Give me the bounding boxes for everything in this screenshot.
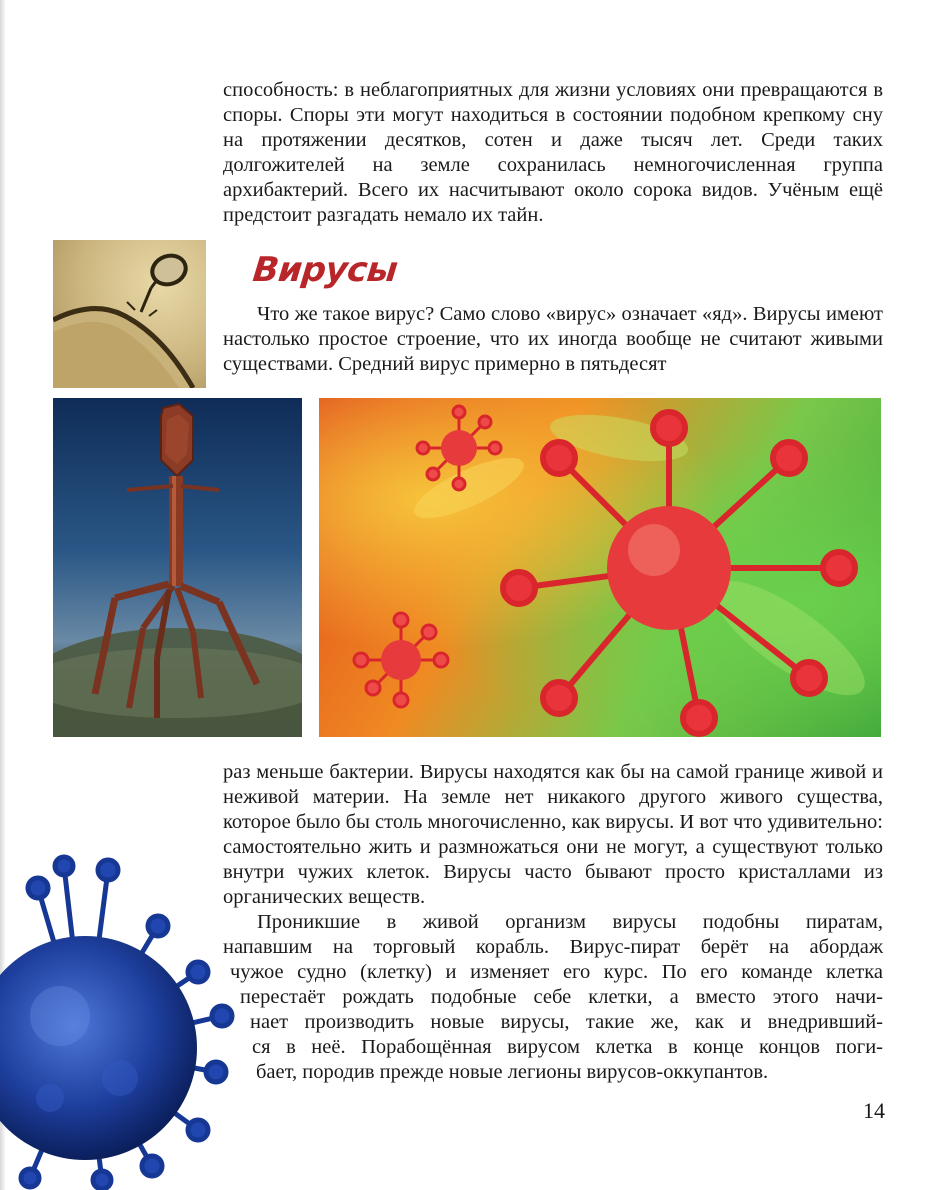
paragraph-3: раз меньше бактерии. Вирусы находятся как бы на самой границе живой и неживой материи. На земле нет никакого другого живого существа, которое было бы столь многочисленно, как вирусы. И вот что удивительно: самостоятельно жить и размножаться они не могут, а существуют только внутри чужих клеток. Вирусы часто бывают просто кристаллами из органических веществ. <box>223 761 883 908</box>
bacteriophage-micrograph-image <box>53 240 206 388</box>
section-heading: Вирусы <box>250 250 400 290</box>
red-viruses-image <box>319 398 881 737</box>
paragraph-4-line: напавшим на торговый корабль. Вирус-пират берёт на абордаж <box>223 936 883 958</box>
paragraph-4-line: чужое судно (клетку) и изменяет его курс. По его команде клетка <box>230 961 883 983</box>
blue-virus-image <box>0 848 250 1190</box>
paragraph-4-line: нает производить новые вирусы, такие же, как и внедривший- <box>250 1011 883 1033</box>
page-number: 14 <box>863 1098 885 1123</box>
paragraph-4-line: бает, породив прежде новые легионы вирусов-оккупантов. <box>256 1061 769 1083</box>
paragraph-4-line: перестаёт рождать подобные себе клетки, а вместо этого начи- <box>240 986 883 1008</box>
paragraph-4-line: ся в неё. Порабощённая вирусом клетка в конце концов поги- <box>252 1036 883 1058</box>
paragraph-2: Что же такое вирус? Само слово «вирус» означает «яд». Вирусы имеют настолько простое строение, что их иногда вообще не считают живыми существами. Средний вирус примерно в пятьдесят <box>223 303 883 375</box>
bacteriophage-render-image <box>53 398 302 737</box>
paragraph-4-line: Проникшие в живой организм вирусы подобны пиратам, <box>257 911 883 933</box>
paragraph-1: способность: в неблагоприятных для жизни условиях они превращаются в споры. Споры эти могут находиться в состоянии подобном крепкому сну на протяжении десятков, сотен и даже тысяч лет. Среди таких долгожителей на земле сохранилась немногочисленная группа архибактерий. Всего их насчитывают около сорока видов. Учёным ещё предстоит разгадать немало их тайн. <box>223 79 883 226</box>
